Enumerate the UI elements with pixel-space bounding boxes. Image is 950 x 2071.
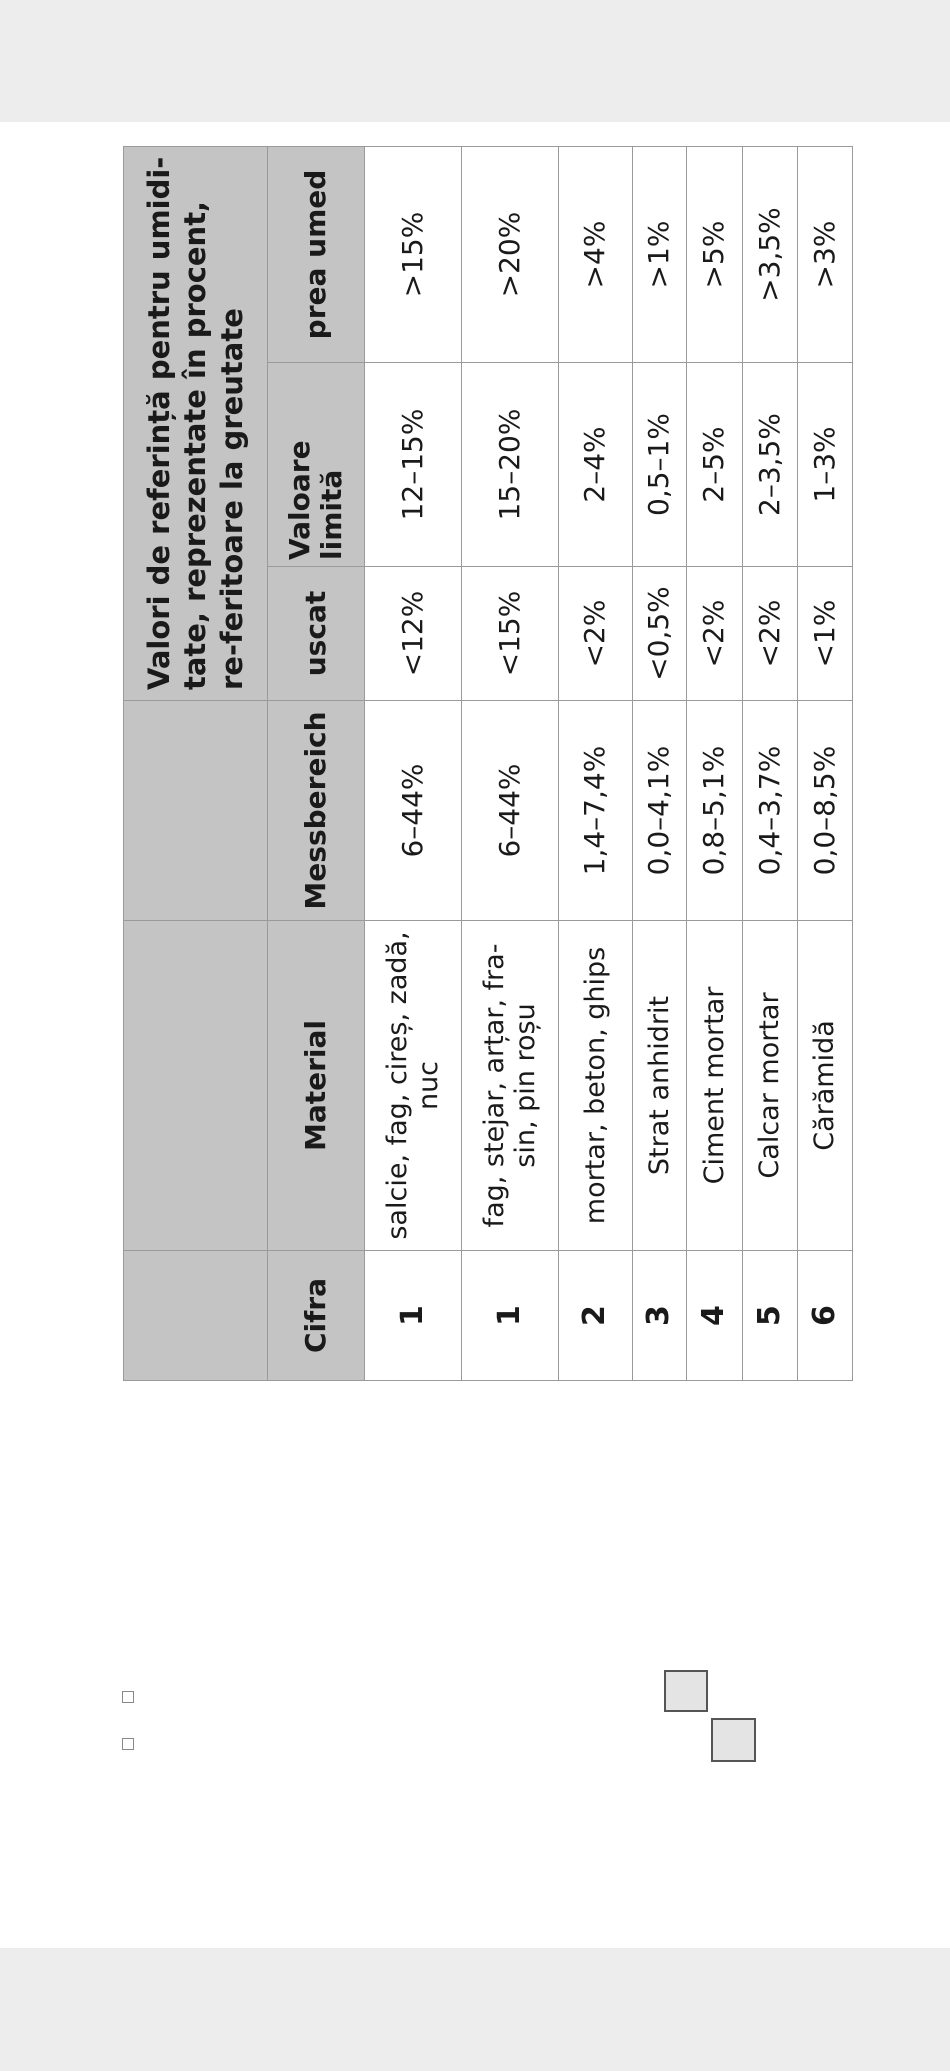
cell-messbereich: 0,8–5,1% [687, 701, 743, 921]
grey-square-marker [711, 1718, 756, 1762]
cell-cifra: 6 [798, 1251, 853, 1381]
header-empty-cell [124, 921, 268, 1251]
column-header-valoare-limita: Valoare limită [268, 363, 365, 567]
cell-cifra: 4 [687, 1251, 743, 1381]
cell-valoare-limita: 15–20% [462, 363, 559, 567]
small-square-marker [122, 1691, 134, 1703]
cell-prea-umed: >4% [559, 147, 633, 363]
cell-uscat: <2% [687, 567, 743, 701]
cell-uscat: <2% [559, 567, 633, 701]
cell-prea-umed: >3,5% [743, 147, 798, 363]
column-header-uscat: uscat [268, 567, 365, 701]
cell-uscat: <0,5% [633, 567, 687, 701]
cell-prea-umed: >5% [687, 147, 743, 363]
cell-prea-umed: >20% [462, 147, 559, 363]
cell-valoare-limita: 12–15% [365, 363, 462, 567]
table-row [559, 147, 633, 1381]
cell-messbereich: 0,0–4,1% [633, 701, 687, 921]
cell-material: Strat anhidrit [633, 921, 687, 1251]
table-row [687, 147, 743, 1381]
cell-uscat: <15% [462, 567, 559, 701]
table-header-row [268, 147, 365, 1381]
cell-messbereich: 6–44% [365, 701, 462, 921]
cell-cifra: 1 [365, 1251, 462, 1381]
cell-messbereich: 0,0–8,5% [798, 701, 853, 921]
cell-valoare-limita: 2–5% [687, 363, 743, 567]
header-empty-cell [124, 701, 268, 921]
table-row [462, 147, 559, 1381]
cell-uscat: <2% [743, 567, 798, 701]
small-square-marker [122, 1738, 134, 1750]
cell-prea-umed: >3% [798, 147, 853, 363]
cell-valoare-limita: 0,5–1% [633, 363, 687, 567]
header-empty-cell [124, 1251, 268, 1381]
cell-messbereich: 0,4–3,7% [743, 701, 798, 921]
reference-values-heading: Valori de referință pentru umidi-tate, reprezentate în procent, re-feritoare la greutate [124, 147, 268, 701]
cell-material: salcie, fag, cireș, zadă, nuc [365, 921, 462, 1251]
cell-material: Cărămidă [798, 921, 853, 1251]
column-header-material: Material [268, 921, 365, 1251]
moisture-reference-table [123, 146, 853, 1381]
cell-uscat: <12% [365, 567, 462, 701]
reference-table-rotated [123, 147, 850, 1381]
cell-valoare-limita: 2–3,5% [743, 363, 798, 567]
cell-prea-umed: >15% [365, 147, 462, 363]
cell-material: mortar, beton, ghips [559, 921, 633, 1251]
column-header-cifra: Cifra [268, 1251, 365, 1381]
page-top-band [0, 0, 950, 122]
cell-messbereich: 6–44% [462, 701, 559, 921]
column-header-messbereich: Messbereich [268, 701, 365, 921]
cell-material: Ciment mortar [687, 921, 743, 1251]
cell-prea-umed: >1% [633, 147, 687, 363]
cell-cifra: 3 [633, 1251, 687, 1381]
cell-valoare-limita: 1–3% [798, 363, 853, 567]
table-header-row-top [124, 147, 268, 1381]
table-row [798, 147, 853, 1381]
cell-cifra: 1 [462, 1251, 559, 1381]
cell-material: Calcar mortar [743, 921, 798, 1251]
cell-material: fag, stejar, arțar, fra-sin, pin roșu [462, 921, 559, 1251]
table-row [365, 147, 462, 1381]
table-row [743, 147, 798, 1381]
cell-cifra: 5 [743, 1251, 798, 1381]
column-header-prea-umed: prea umed [268, 147, 365, 363]
cell-uscat: <1% [798, 567, 853, 701]
table-row [633, 147, 687, 1381]
cell-cifra: 2 [559, 1251, 633, 1381]
page-bottom-band [0, 1948, 950, 2071]
cell-valoare-limita: 2–4% [559, 363, 633, 567]
cell-messbereich: 1,4–7,4% [559, 701, 633, 921]
grey-square-marker [664, 1670, 708, 1712]
